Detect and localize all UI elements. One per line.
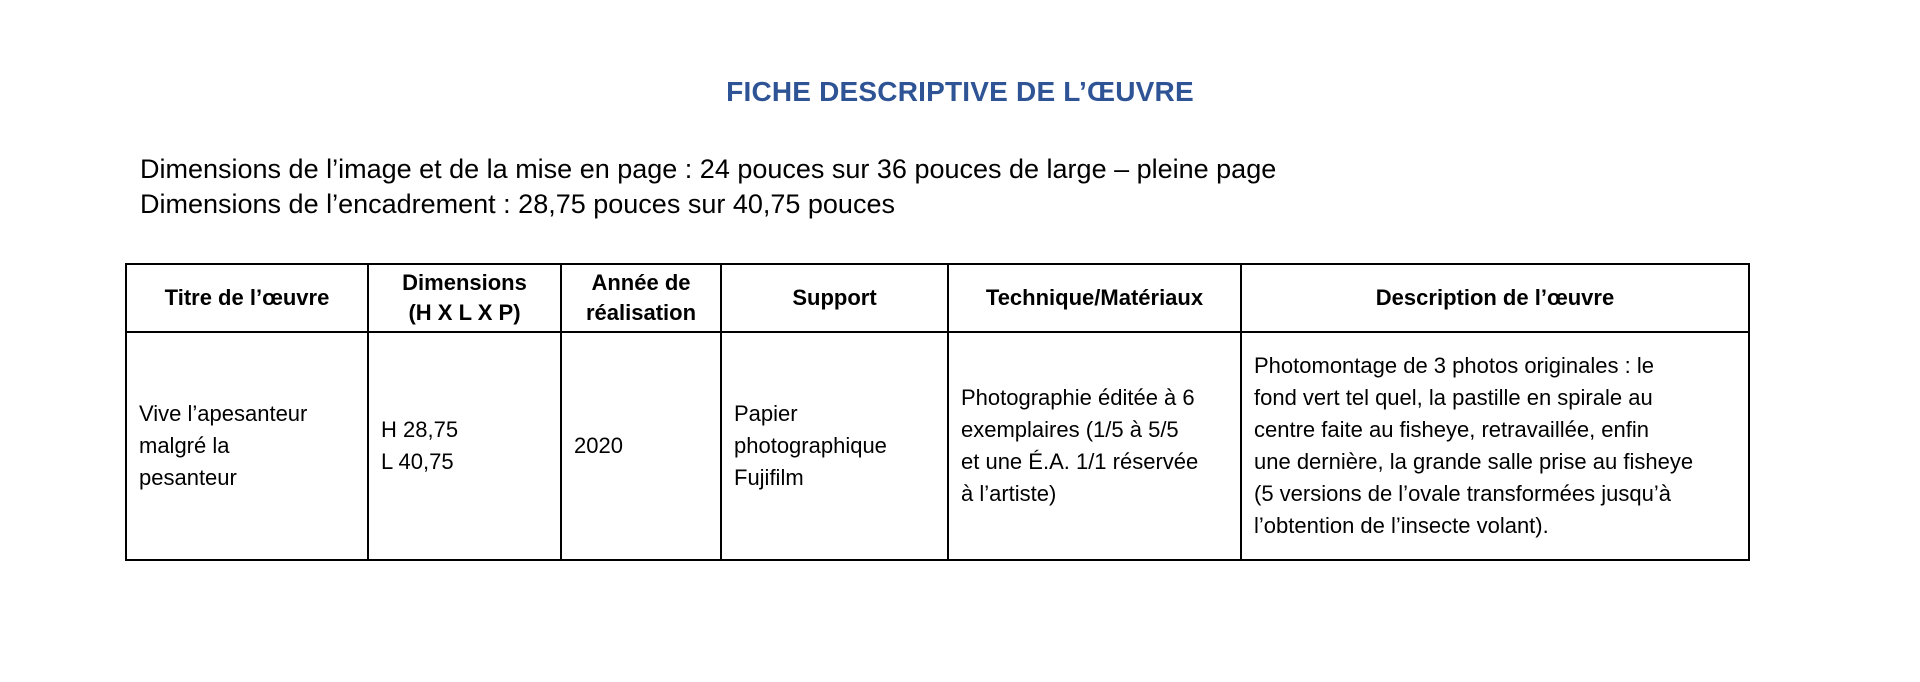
cell-technique [948,332,1241,560]
cell-support-line: photographique [734,433,887,458]
header-title-label: Titre de l’œuvre [164,285,330,310]
cell-description-line: fond vert tel quel, la pastille en spirale au [1254,385,1653,410]
header-description [1241,264,1749,332]
cell-description-line: centre faite au fisheye, retravaillée, enfin [1254,417,1650,442]
header-year-line1: Année de [591,270,691,295]
cell-title-line: malgré la [139,433,230,458]
cell-description [1241,332,1749,560]
table-row [126,332,1749,560]
cell-title-line: pesanteur [139,465,237,490]
header-year [561,264,721,332]
cell-dimensions-height: H 28,75 [381,417,459,442]
image-dimensions-line: Dimensions de l’image et de la mise en page : 24 pouces sur 36 pouces de large – pleine page [140,154,1277,184]
cell-dimensions [368,332,561,560]
cell-description-line: une dernière, la grande salle prise au fisheye [1254,449,1694,474]
header-dimensions-units: (H X L X P) [408,300,521,325]
cell-description-line: (5 versions de l’ovale transformées jusqu’à [1254,481,1671,506]
header-year-line2: réalisation [585,300,697,325]
cell-support-line: Fujifilm [734,465,804,490]
artwork-table [125,263,1750,561]
header-row [126,264,1749,332]
cell-title [126,332,368,560]
cell-technique-line: exemplaires (1/5 à 5/5 [961,417,1179,442]
cell-support-line: Papier [734,401,798,426]
header-dimensions-label: Dimensions [402,270,527,295]
cell-technique-line: et une É.A. 1/1 réservée [961,449,1199,474]
cell-year [561,332,721,560]
header-title [126,264,368,332]
header-support-label: Support [792,285,877,310]
page-title: FICHE DESCRIPTIVE DE L’ŒUVRE [726,76,1194,107]
header-technique-label: Technique/Matériaux [985,285,1204,310]
cell-dimensions-width: L 40,75 [381,449,454,474]
frame-dimensions-line: Dimensions de l’encadrement : 28,75 pouces sur 40,75 pouces [140,189,895,219]
cell-description-line: Photomontage de 3 photos originales : le [1254,353,1654,378]
cell-title-line: Vive l’apesanteur [139,401,308,426]
header-technique [948,264,1241,332]
header-dimensions [368,264,561,332]
cell-technique-line: à l’artiste) [961,481,1057,506]
cell-support [721,332,948,560]
cell-year-value: 2020 [574,433,623,458]
dimensions-info [140,152,1276,222]
cell-description-line: l’obtention de l’insecte volant). [1254,513,1549,538]
cell-technique-line: Photographie éditée à 6 [961,385,1195,410]
header-description-label: Description de l’œuvre [1375,285,1615,310]
header-support [721,264,948,332]
